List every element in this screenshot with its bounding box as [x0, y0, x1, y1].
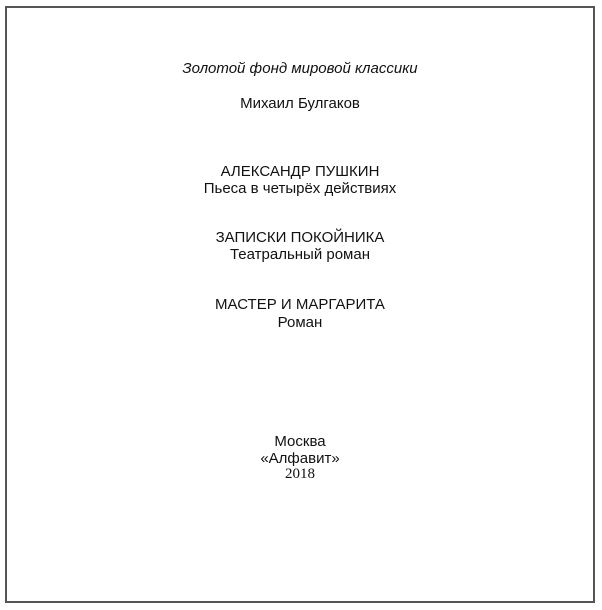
imprint-publisher: «Алфавит» — [260, 450, 340, 467]
work-subtitle: Театральный роман — [229, 246, 371, 263]
work-title: МАСТЕР И МАРГАРИТА — [215, 296, 385, 313]
imprint-year: 2018 — [285, 466, 315, 482]
author-name: Михаил Булгаков — [240, 95, 360, 112]
work-title: АЛЕКСАНДР ПУШКИН — [220, 163, 380, 180]
work-title: ЗАПИСКИ ПОКОЙНИКА — [215, 229, 385, 246]
series-name: Золотой фонд мировой классики — [182, 60, 418, 77]
imprint-city: Москва — [274, 433, 326, 450]
work-subtitle: Пьеса в четырёх действиях — [203, 180, 397, 197]
title-page — [5, 6, 595, 603]
work-subtitle: Роман — [277, 314, 323, 331]
